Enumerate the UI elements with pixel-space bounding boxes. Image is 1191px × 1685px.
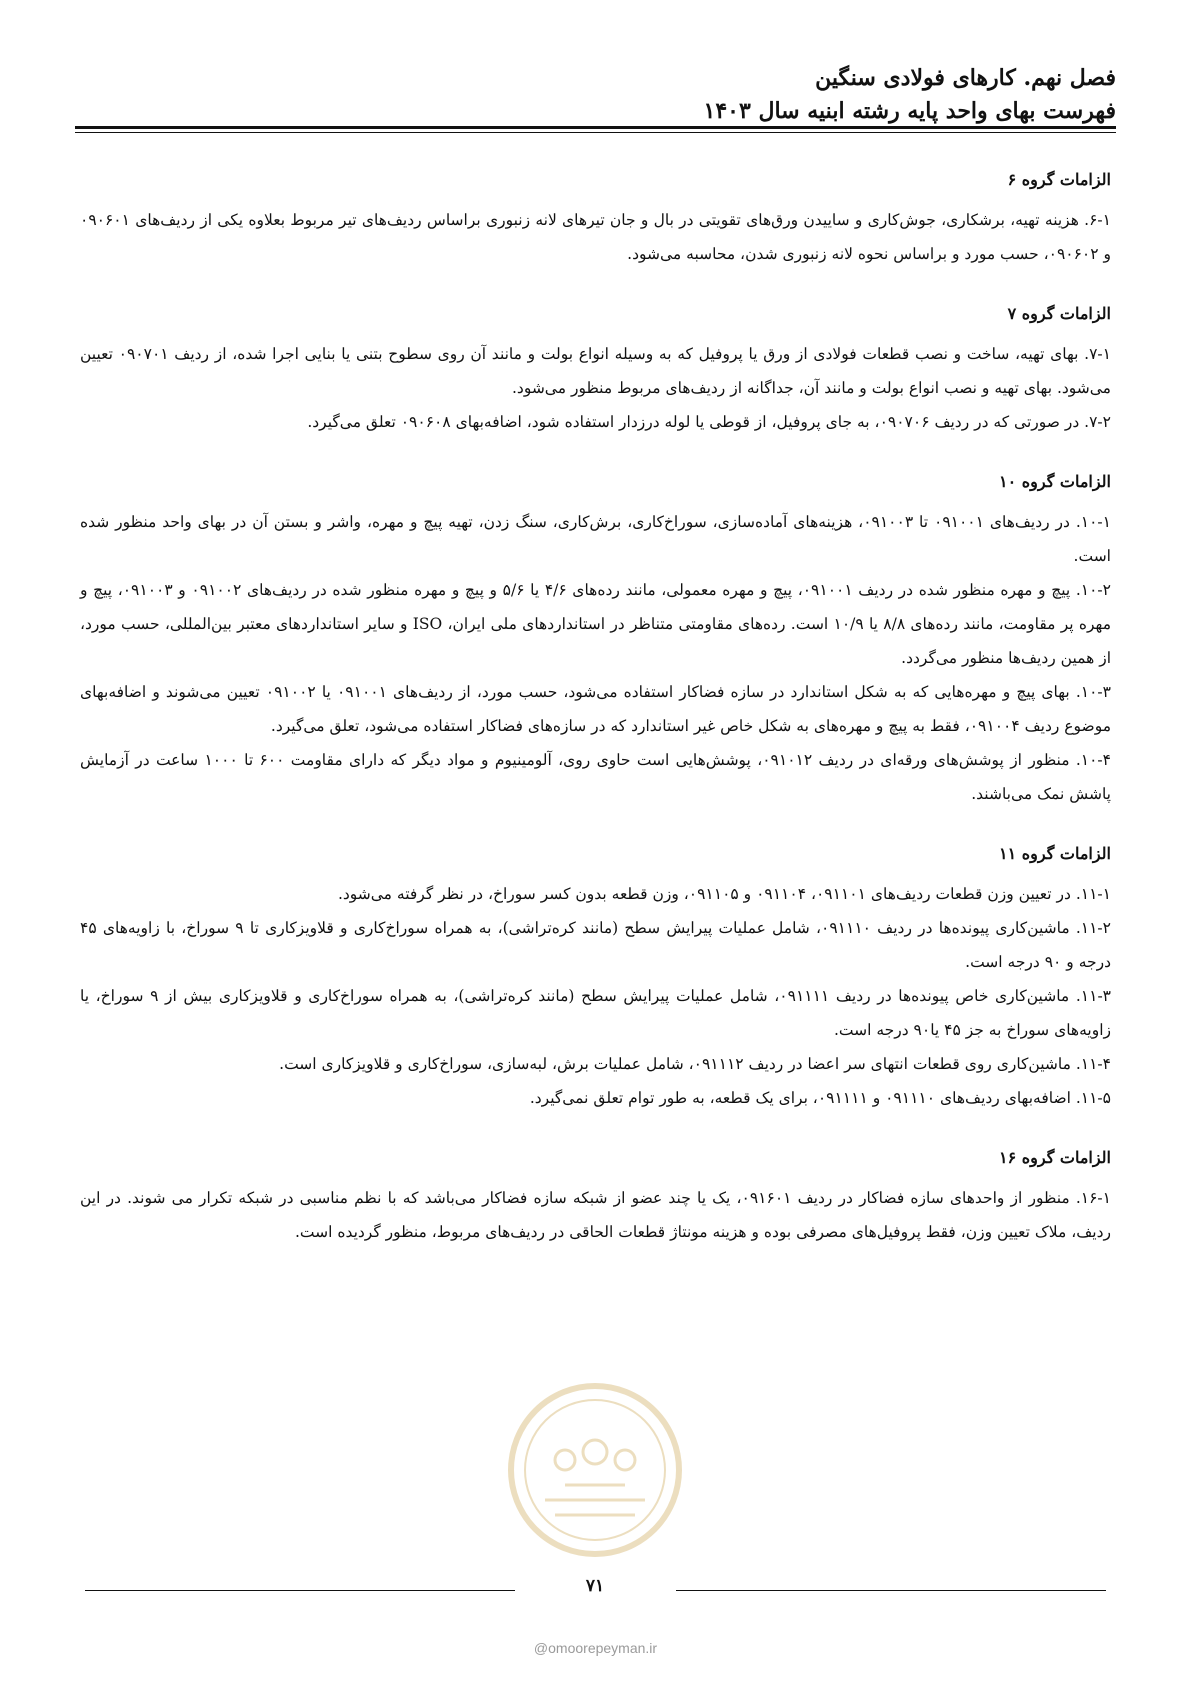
requirements-group: [80, 465, 1111, 811]
paragraph: ۱۰-۲. پیچ و مهره منظور شده در ردیف ۰۹۱۰۰۱، پیچ و مهره معمولی، مانند رده‌های ۴/۶ یا ۵/۶ و پیچ و مهره منظور شده در ردیف‌های ۰۹۱۰۰۲ و ۰۹۱۰۰۳، پیچ و مهره پر مقاومت، مانند رده‌های ۸/۸ یا ۱۰/۹ است. رده‌های مقاومتی متناظر در استانداردهای ملی ایران، ISO و سایر استانداردهای معتبر بین‌المللی، حسب مورد، از همین ردیف‌ها منظور می‌گردد.: [80, 581, 1111, 667]
page-number: ۷۱: [585, 1576, 605, 1596]
paragraph: ۷-۱. بهای تهیه، ساخت و نصب قطعات فولادی از ورق یا پروفیل که به وسیله انواع بولت و مانند آن روی سطوح بتنی یا بنایی اجرا شده، از ردیف ۰۹۰۷۰۱ تعیین می‌شود. بهای تهیه و نصب انواع بولت و مانند آن، جداگانه از ردیف‌های مربوط منظور می‌شود.: [80, 345, 1111, 397]
chapter-title: فصل نهم. کارهای فولادی سنگین: [815, 65, 1116, 91]
requirements-group: [80, 1141, 1111, 1249]
paragraph: ۱۰-۱. در ردیف‌های ۰۹۱۰۰۱ تا ۰۹۱۰۰۳، هزینه‌های آماده‌سازی، سوراخ‌کاری، برش‌کاری، سنگ زدن، تهیه پیچ و مهره، واشر و بستن آن در بهای واحد منظور شده است.: [80, 513, 1111, 565]
group-title: الزامات گروه ۱۰: [999, 472, 1111, 491]
group-title: الزامات گروه ۷: [1007, 304, 1111, 323]
footer-rule: [676, 1590, 1106, 1591]
paragraph: ۱۶-۱. منظور از واحدهای سازه فضاکار در ردیف ۰۹۱۶۰۱، یک یا چند عضو از شبکه سازه فضاکار می‌باشد که با نظم مناسبی در شبکه تکرار می شوند. در این ردیف، ملاک تعیین وزن، فقط پروفیل‌های مصرفی بوده و هزینه مونتاژ قطعات الحاقی در ردیف‌های مربوط، منظور گردیده است.: [80, 1189, 1111, 1241]
paragraph: ۶-۱. هزینه تهیه، برشکاری، جوش‌کاری و ساییدن ورق‌های تقویتی در بال و جان تیرهای لانه زنبوری براساس ردیف‌های تیر مربوط بعلاوه یکی از ردیف‌های ۰۹۰۶۰۱ و ۰۹۰۶۰۲، حسب مورد و براساس نحوه لانه زنبوری شدن، محاسبه می‌شود.: [80, 211, 1111, 263]
paragraph: ۱۰-۳. بهای پیچ و مهره‌هایی که به شکل استاندارد در سازه فضاکار استفاده می‌شود، حسب مورد، از ردیف‌های ۰۹۱۰۰۱ یا ۰۹۱۰۰۲ تعیین می‌شوند و اضافه‌بهای موضوع ردیف ۰۹۱۰۰۴، فقط به پیچ و مهره‌های به شکل خاص غیر استاندارد که در سازه‌های فضاکار استفاده می‌شود، تعلق می‌گیرد.: [80, 683, 1111, 735]
requirements-group: [80, 163, 1111, 271]
watermark-seal-icon: [505, 1380, 685, 1560]
footer-rule: [85, 1590, 515, 1591]
website-watermark: @omoorepeyman.ir: [533, 1640, 658, 1656]
group-title: الزامات گروه ۱۱: [999, 844, 1111, 863]
document-title: فهرست بهای واحد پایه رشته ابنیه سال ۱۴۰۳: [703, 98, 1116, 124]
paragraph: ۱۱-۱. در تعیین وزن قطعات ردیف‌های ۰۹۱۱۰۱، ۰۹۱۱۰۴ و ۰۹۱۱۰۵، وزن قطعه بدون کسر سوراخ، در نظر گرفته می‌شود.: [337, 885, 1111, 903]
paragraph: ۷-۲. در صورتی که در ردیف ۰۹۰۷۰۶، به جای پروفیل، از قوطی یا لوله درزدار استفاده شود، اضافه‌بهای ۰۹۰۶۰۸ تعلق می‌گیرد.: [307, 413, 1111, 431]
paragraph: ۱۱-۲. ماشین‌کاری پیونده‌ها در ردیف ۰۹۱۱۱۰، شامل عملیات پیرایش سطح (مانند کره‌تراشی)، به همراه سوراخ‌کاری و قلاویزکاری تا ۹ سوراخ، با زاویه‌های ۴۵ درجه و ۹۰ درجه است.: [80, 919, 1111, 971]
requirements-group: [80, 297, 1111, 439]
paragraph: ۱۱-۴. ماشین‌کاری روی قطعات انتهای سر اعضا در ردیف ۰۹۱۱۱۲، شامل عملیات برش، لبه‌سازی، سوراخ‌کاری و قلاویزکاری است.: [279, 1055, 1111, 1073]
group-title: الزامات گروه ۱۶: [999, 1148, 1111, 1167]
header-rule-thin: [75, 132, 1116, 133]
header-rule-thick: [75, 126, 1116, 129]
group-title: الزامات گروه ۶: [1007, 170, 1111, 189]
main-content: [80, 163, 1111, 1275]
paragraph: ۱۰-۴. منظور از پوشش‌های ورقه‌ای در ردیف ۰۹۱۰۱۲، پوشش‌هایی است حاوی روی، آلومینیوم و مواد دیگر که دارای مقاومت ۶۰۰ تا ۱۰۰۰ ساعت در آزمایش پاشش نمک می‌باشند.: [80, 751, 1111, 803]
requirements-group: [80, 837, 1111, 1115]
paragraph: ۱۱-۳. ماشین‌کاری خاص پیونده‌ها در ردیف ۰۹۱۱۱۱، شامل عملیات پیرایش سطح (مانند کره‌تراشی)، به همراه سوراخ‌کاری و قلاویزکاری بیش از ۹ سوراخ، یا زاویه‌های سوراخ به جز ۴۵ یا۹۰ درجه است.: [80, 987, 1112, 1039]
paragraph: ۱۱-۵. اضافه‌بهای ردیف‌های ۰۹۱۱۱۰ و ۰۹۱۱۱۱، برای یک قطعه، به طور توام تعلق نمی‌گیرد.: [529, 1089, 1111, 1107]
page-header: [75, 62, 1116, 128]
